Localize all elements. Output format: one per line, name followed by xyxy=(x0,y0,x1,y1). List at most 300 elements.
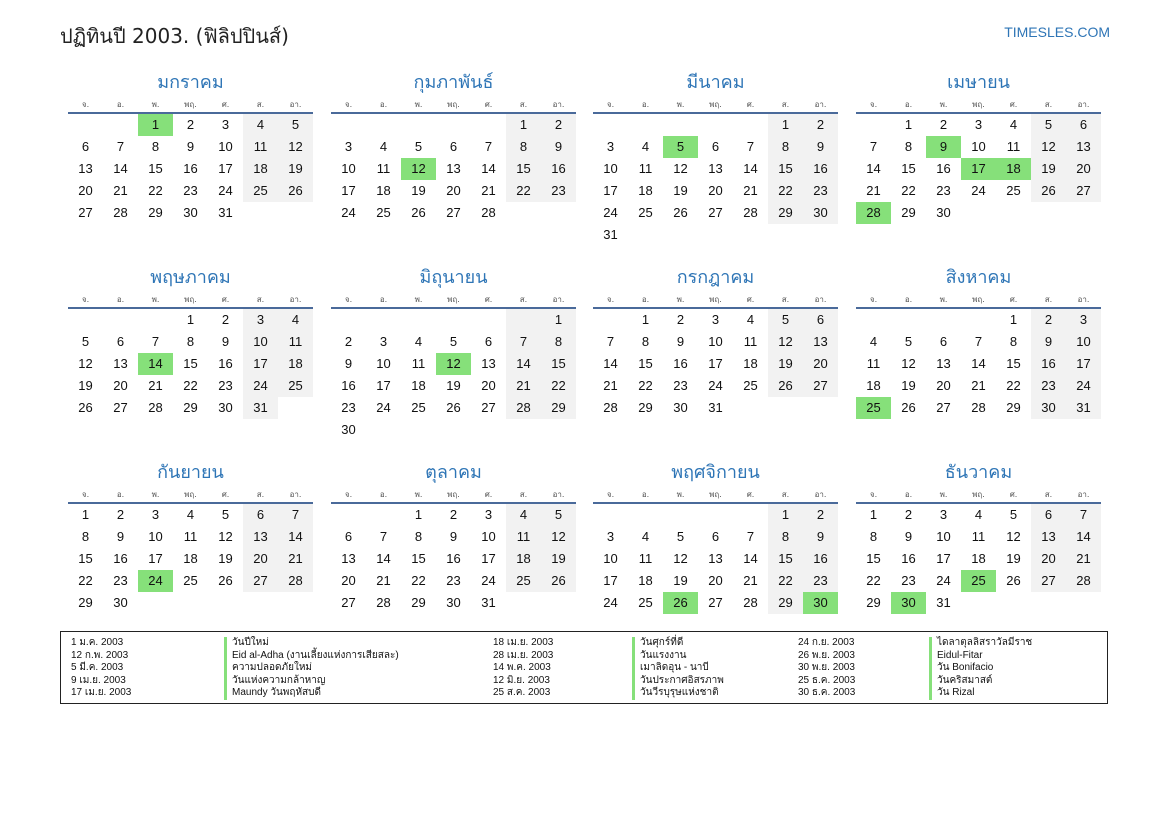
empty-cell xyxy=(331,114,366,136)
day-cell: 24 xyxy=(603,595,618,610)
empty-cell xyxy=(331,504,366,526)
week-row xyxy=(856,136,1101,158)
weekday-label: พฤ. xyxy=(184,490,197,499)
day-cell: 21 xyxy=(603,378,618,393)
empty-cell xyxy=(856,309,891,331)
day-cell: 7 xyxy=(746,139,755,154)
day-cell: 14 xyxy=(138,353,173,375)
empty-cell xyxy=(663,504,698,526)
day-cell: 2 xyxy=(344,334,353,349)
day-cell: 1 xyxy=(138,114,173,136)
day-cell: 15 xyxy=(78,551,93,566)
month-block xyxy=(68,72,313,224)
day-cell: 23 xyxy=(803,180,838,202)
day-cell: 11 xyxy=(411,356,426,371)
week-row xyxy=(68,158,313,180)
day-cell: 20 xyxy=(78,183,93,198)
day-cell: 7 xyxy=(746,529,755,544)
weekday-label: ศ. xyxy=(1009,490,1018,499)
day-cell: 6 xyxy=(803,309,838,331)
day-cell: 30 xyxy=(446,595,461,610)
weekday-header xyxy=(68,293,313,309)
week-row xyxy=(331,114,576,136)
weekday-label: พ. xyxy=(939,490,948,499)
week-row xyxy=(331,136,576,158)
day-cell: 17 xyxy=(148,551,163,566)
day-cell: 10 xyxy=(603,551,618,566)
day-cell: 12 xyxy=(673,161,688,176)
day-cell: 6 xyxy=(116,334,125,349)
day-cell: 28 xyxy=(856,202,891,224)
day-cell: 26 xyxy=(663,592,698,614)
day-cell: 17 xyxy=(936,551,951,566)
month-name: พฤษภาคม xyxy=(150,267,231,288)
day-cell: 7 xyxy=(116,139,125,154)
empty-cell xyxy=(541,419,576,441)
day-cell: 14 xyxy=(113,161,128,176)
legend-names-col-1 xyxy=(224,637,399,700)
weekday-label: อ. xyxy=(379,100,388,109)
day-cell: 19 xyxy=(278,158,313,180)
day-cell: 26 xyxy=(768,375,803,397)
day-cell: 22 xyxy=(638,378,653,393)
weekday-label: พฤ. xyxy=(709,295,722,304)
weekday-label: พฤ. xyxy=(447,490,460,499)
empty-cell xyxy=(366,504,401,526)
weekday-label: ศ. xyxy=(1009,100,1018,109)
empty-cell xyxy=(366,309,401,331)
day-cell: 11 xyxy=(638,161,653,176)
day-cell: 2 xyxy=(803,504,838,526)
day-cell: 14 xyxy=(971,356,986,371)
day-cell: 14 xyxy=(743,161,758,176)
empty-cell xyxy=(698,224,733,246)
legend-date: 1 ม.ค. 2003 xyxy=(71,637,124,648)
week-row xyxy=(68,397,313,419)
empty-cell xyxy=(506,592,541,614)
day-cell: 12 xyxy=(1031,136,1066,158)
day-cell: 1 xyxy=(904,117,913,132)
day-cell: 15 xyxy=(901,161,916,176)
day-cell: 1 xyxy=(768,504,803,526)
weekday-label: ส. xyxy=(781,490,790,499)
day-cell: 22 xyxy=(901,183,916,198)
week-row xyxy=(68,548,313,570)
day-cell: 20 xyxy=(1031,548,1066,570)
empty-cell xyxy=(628,114,663,136)
day-cell: 24 xyxy=(481,573,496,588)
day-cell: 26 xyxy=(1006,573,1021,588)
day-cell: 4 xyxy=(869,334,878,349)
day-cell: 5 xyxy=(278,114,313,136)
day-cell: 25 xyxy=(961,570,996,592)
week-row xyxy=(68,202,313,224)
day-cell: 6 xyxy=(1031,504,1066,526)
day-cell: 21 xyxy=(376,573,391,588)
day-cell: 24 xyxy=(1066,375,1101,397)
day-cell: 20 xyxy=(1066,158,1101,180)
week-row xyxy=(593,180,838,202)
weekday-header xyxy=(68,98,313,114)
day-cell: 2 xyxy=(676,312,685,327)
day-cell: 23 xyxy=(936,183,951,198)
legend-holiday-name: วันแห่งความกล้าหาญ xyxy=(224,675,399,688)
day-cell: 7 xyxy=(974,334,983,349)
weekday-label: พฤ. xyxy=(184,100,197,109)
day-cell: 22 xyxy=(148,183,163,198)
empty-cell xyxy=(138,592,173,614)
day-cell: 9 xyxy=(803,136,838,158)
week-row xyxy=(331,180,576,202)
weekday-header xyxy=(331,293,576,309)
week-row xyxy=(856,309,1101,331)
day-cell: 22 xyxy=(78,573,93,588)
weekday-label: อ. xyxy=(904,295,913,304)
legend-date: 12 ก.พ. 2003 xyxy=(71,649,129,661)
legend-date: 5 มี.ค. 2003 xyxy=(71,662,124,673)
day-cell: 11 xyxy=(506,526,541,548)
day-cell: 26 xyxy=(446,400,461,415)
site-link[interactable]: TIMESLES.COM xyxy=(1004,24,1110,40)
day-cell: 17 xyxy=(603,183,618,198)
day-cell: 5 xyxy=(221,507,230,522)
legend-holiday-name: วัน Rizal xyxy=(929,687,1032,700)
weekday-label: อ. xyxy=(904,490,913,499)
empty-cell xyxy=(541,592,576,614)
day-cell: 23 xyxy=(218,378,233,393)
empty-cell xyxy=(961,202,996,224)
week-row xyxy=(856,375,1101,397)
legend-names-col-2 xyxy=(632,637,724,700)
day-cell: 11 xyxy=(183,529,198,544)
day-cell: 5 xyxy=(1009,507,1018,522)
legend-holiday-name: วัน Bonifacio xyxy=(929,662,1032,675)
weekday-label: พ. xyxy=(414,490,423,499)
day-cell: 16 xyxy=(936,161,951,176)
day-cell: 20 xyxy=(243,548,278,570)
day-cell: 15 xyxy=(541,353,576,375)
week-row xyxy=(331,353,576,375)
day-cell: 28 xyxy=(506,397,541,419)
day-cell: 10 xyxy=(376,356,391,371)
month-name: ธันวาคม xyxy=(944,462,1013,483)
day-cell: 2 xyxy=(186,117,195,132)
day-cell: 12 xyxy=(1006,529,1021,544)
week-row xyxy=(593,504,838,526)
month-block xyxy=(593,267,838,419)
day-cell: 11 xyxy=(278,331,313,353)
day-cell: 15 xyxy=(866,551,881,566)
day-cell: 4 xyxy=(746,312,755,327)
day-cell: 25 xyxy=(506,570,541,592)
day-cell: 3 xyxy=(1066,309,1101,331)
day-cell: 23 xyxy=(803,570,838,592)
day-cell: 12 xyxy=(436,353,471,375)
empty-cell xyxy=(278,202,313,224)
day-cell: 10 xyxy=(243,331,278,353)
weekday-label: จ. xyxy=(344,490,353,499)
weekday-label: อ. xyxy=(641,490,650,499)
day-cell: 8 xyxy=(81,529,90,544)
month-block xyxy=(68,462,313,614)
empty-cell xyxy=(996,592,1031,614)
day-cell: 4 xyxy=(506,504,541,526)
day-cell: 21 xyxy=(148,378,163,393)
day-cell: 30 xyxy=(183,205,198,220)
day-cell: 28 xyxy=(278,570,313,592)
day-cell: 27 xyxy=(243,570,278,592)
empty-cell xyxy=(768,224,803,246)
day-cell: 17 xyxy=(341,183,356,198)
week-row xyxy=(856,592,1101,614)
day-cell: 29 xyxy=(901,205,916,220)
week-row xyxy=(856,526,1101,548)
empty-cell xyxy=(593,309,628,331)
day-cell: 18 xyxy=(411,378,426,393)
day-cell: 30 xyxy=(218,400,233,415)
day-cell: 7 xyxy=(278,504,313,526)
day-cell: 20 xyxy=(803,353,838,375)
day-cell: 18 xyxy=(638,573,653,588)
empty-cell xyxy=(471,419,506,441)
day-cell: 30 xyxy=(803,202,838,224)
day-cell: 1 xyxy=(186,312,195,327)
day-cell: 31 xyxy=(1066,397,1101,419)
day-cell: 30 xyxy=(673,400,688,415)
legend-date: 26 พ.ย. 2003 xyxy=(798,649,855,661)
week-row xyxy=(331,592,576,614)
day-cell: 3 xyxy=(606,139,615,154)
weekday-label: พฤ. xyxy=(447,100,460,109)
weekday-label: ส. xyxy=(1044,100,1053,109)
day-cell: 9 xyxy=(344,356,353,371)
day-cell: 2 xyxy=(449,507,458,522)
weekday-label: พ. xyxy=(939,100,948,109)
weekday-label: พ. xyxy=(151,295,160,304)
day-cell: 13 xyxy=(803,331,838,353)
day-cell: 23 xyxy=(341,400,356,415)
day-cell: 7 xyxy=(151,334,160,349)
day-cell: 6 xyxy=(484,334,493,349)
day-cell: 15 xyxy=(148,161,163,176)
weekday-label: พ. xyxy=(414,295,423,304)
empty-cell xyxy=(278,397,313,419)
day-cell: 29 xyxy=(638,400,653,415)
day-cell: 31 xyxy=(218,205,233,220)
month-name: ตุลาคม xyxy=(425,462,482,483)
day-cell: 11 xyxy=(638,551,653,566)
day-cell: 19 xyxy=(1031,158,1066,180)
day-cell: 2 xyxy=(116,507,125,522)
day-cell: 29 xyxy=(78,595,93,610)
empty-cell xyxy=(68,114,103,136)
day-cell: 22 xyxy=(768,570,803,592)
week-row xyxy=(331,504,576,526)
day-cell: 18 xyxy=(183,551,198,566)
empty-cell xyxy=(628,224,663,246)
day-cell: 4 xyxy=(379,139,388,154)
day-cell: 6 xyxy=(449,139,458,154)
day-cell: 23 xyxy=(901,573,916,588)
day-cell: 23 xyxy=(673,378,688,393)
day-cell: 5 xyxy=(663,136,698,158)
week-row xyxy=(856,180,1101,202)
week-row xyxy=(593,136,838,158)
day-cell: 5 xyxy=(81,334,90,349)
day-cell: 18 xyxy=(278,353,313,375)
week-row xyxy=(331,202,576,224)
weekday-label: จ. xyxy=(606,100,615,109)
weekday-label: อ. xyxy=(116,295,125,304)
day-cell: 4 xyxy=(641,529,650,544)
day-cell: 21 xyxy=(743,183,758,198)
week-row xyxy=(593,114,838,136)
legend-holiday-name: วันปีใหม่ xyxy=(224,637,399,650)
empty-cell xyxy=(996,202,1031,224)
empty-cell xyxy=(1066,592,1101,614)
day-cell: 18 xyxy=(866,378,881,393)
day-cell: 5 xyxy=(449,334,458,349)
day-cell: 2 xyxy=(939,117,948,132)
day-cell: 27 xyxy=(78,205,93,220)
empty-cell xyxy=(733,397,768,419)
empty-cell xyxy=(733,114,768,136)
weekday-label: ส. xyxy=(256,295,265,304)
month-name: กรกฎาคม xyxy=(676,267,755,288)
day-cell: 6 xyxy=(1066,114,1101,136)
day-cell: 2 xyxy=(221,312,230,327)
day-cell: 29 xyxy=(411,595,426,610)
day-cell: 27 xyxy=(936,400,951,415)
day-cell: 6 xyxy=(939,334,948,349)
week-row xyxy=(856,570,1101,592)
day-cell: 18 xyxy=(971,551,986,566)
day-cell: 21 xyxy=(971,378,986,393)
day-cell: 25 xyxy=(638,205,653,220)
day-cell: 29 xyxy=(866,595,881,610)
day-cell: 18 xyxy=(743,356,758,371)
day-cell: 26 xyxy=(78,400,93,415)
weekday-label: จ. xyxy=(344,100,353,109)
day-cell: 29 xyxy=(768,592,803,614)
legend-holiday-name: Eidul-Fitar xyxy=(929,650,1032,663)
day-cell: 7 xyxy=(379,529,388,544)
day-cell: 20 xyxy=(936,378,951,393)
day-cell: 2 xyxy=(803,114,838,136)
legend-holiday-name: ไดลาตุลลิสราวัลมีราช xyxy=(929,637,1032,650)
legend-date: 28 เม.ย. 2003 xyxy=(493,649,554,661)
day-cell: 7 xyxy=(484,139,493,154)
day-cell: 7 xyxy=(606,334,615,349)
day-cell: 1 xyxy=(1009,312,1018,327)
day-cell: 9 xyxy=(221,334,230,349)
day-cell: 13 xyxy=(1066,136,1101,158)
weekday-header xyxy=(593,98,838,114)
weekday-label: จ. xyxy=(606,295,615,304)
week-row xyxy=(331,526,576,548)
day-cell: 17 xyxy=(1066,353,1101,375)
day-cell: 28 xyxy=(743,205,758,220)
day-cell: 22 xyxy=(1006,378,1021,393)
day-cell: 13 xyxy=(936,356,951,371)
day-cell: 13 xyxy=(341,551,356,566)
day-cell: 28 xyxy=(971,400,986,415)
empty-cell xyxy=(366,114,401,136)
day-cell: 11 xyxy=(866,356,881,371)
month-name: เมษายน xyxy=(947,72,1010,93)
day-cell: 23 xyxy=(183,183,198,198)
day-cell: 1 xyxy=(414,507,423,522)
day-cell: 6 xyxy=(711,529,720,544)
day-cell: 28 xyxy=(148,400,163,415)
day-cell: 17 xyxy=(708,356,723,371)
day-cell: 19 xyxy=(218,551,233,566)
day-cell: 13 xyxy=(1031,526,1066,548)
day-cell: 14 xyxy=(603,356,618,371)
day-cell: 28 xyxy=(1066,570,1101,592)
weekday-label: ศ. xyxy=(746,295,755,304)
empty-cell xyxy=(1031,592,1066,614)
day-cell: 10 xyxy=(603,161,618,176)
week-row xyxy=(331,419,576,441)
day-cell: 11 xyxy=(243,136,278,158)
week-row xyxy=(593,592,838,614)
day-cell: 3 xyxy=(344,139,353,154)
legend-holiday-name: Eid al-Adha (งานเลี้ยงแห่งการเสียสละ) xyxy=(224,650,399,663)
day-cell: 25 xyxy=(411,400,426,415)
week-row xyxy=(68,353,313,375)
day-cell: 31 xyxy=(936,595,951,610)
day-cell: 14 xyxy=(866,161,881,176)
day-cell: 3 xyxy=(974,117,983,132)
legend-holiday-name: วันวีรบุรุษแห่งชาติ xyxy=(632,687,724,700)
empty-cell xyxy=(733,504,768,526)
month-block xyxy=(856,72,1101,224)
day-cell: 10 xyxy=(148,529,163,544)
weekday-label: จ. xyxy=(869,490,878,499)
month-block xyxy=(593,462,838,614)
week-row xyxy=(856,158,1101,180)
day-cell: 12 xyxy=(541,526,576,548)
day-cell: 21 xyxy=(1066,548,1101,570)
day-cell: 16 xyxy=(341,378,356,393)
day-cell: 3 xyxy=(606,529,615,544)
weekday-label: อา. xyxy=(814,100,827,109)
day-cell: 16 xyxy=(113,551,128,566)
weekday-header xyxy=(593,293,838,309)
day-cell: 12 xyxy=(768,331,803,353)
week-row xyxy=(593,526,838,548)
legend-holiday-name: วันคริสมาสต์ xyxy=(929,675,1032,688)
day-cell: 12 xyxy=(401,158,436,180)
month-name: กุมภาพันธ์ xyxy=(413,72,494,93)
weekday-label: พฤ. xyxy=(709,490,722,499)
day-cell: 18 xyxy=(243,158,278,180)
day-cell: 22 xyxy=(541,375,576,397)
empty-cell xyxy=(243,202,278,224)
day-cell: 12 xyxy=(78,356,93,371)
day-cell: 25 xyxy=(183,573,198,588)
day-cell: 16 xyxy=(1031,353,1066,375)
weekday-label: จ. xyxy=(869,100,878,109)
empty-cell xyxy=(401,309,436,331)
day-cell: 15 xyxy=(183,356,198,371)
day-cell: 25 xyxy=(743,378,758,393)
empty-cell xyxy=(961,592,996,614)
day-cell: 14 xyxy=(743,551,758,566)
day-cell: 19 xyxy=(78,378,93,393)
empty-cell xyxy=(471,309,506,331)
